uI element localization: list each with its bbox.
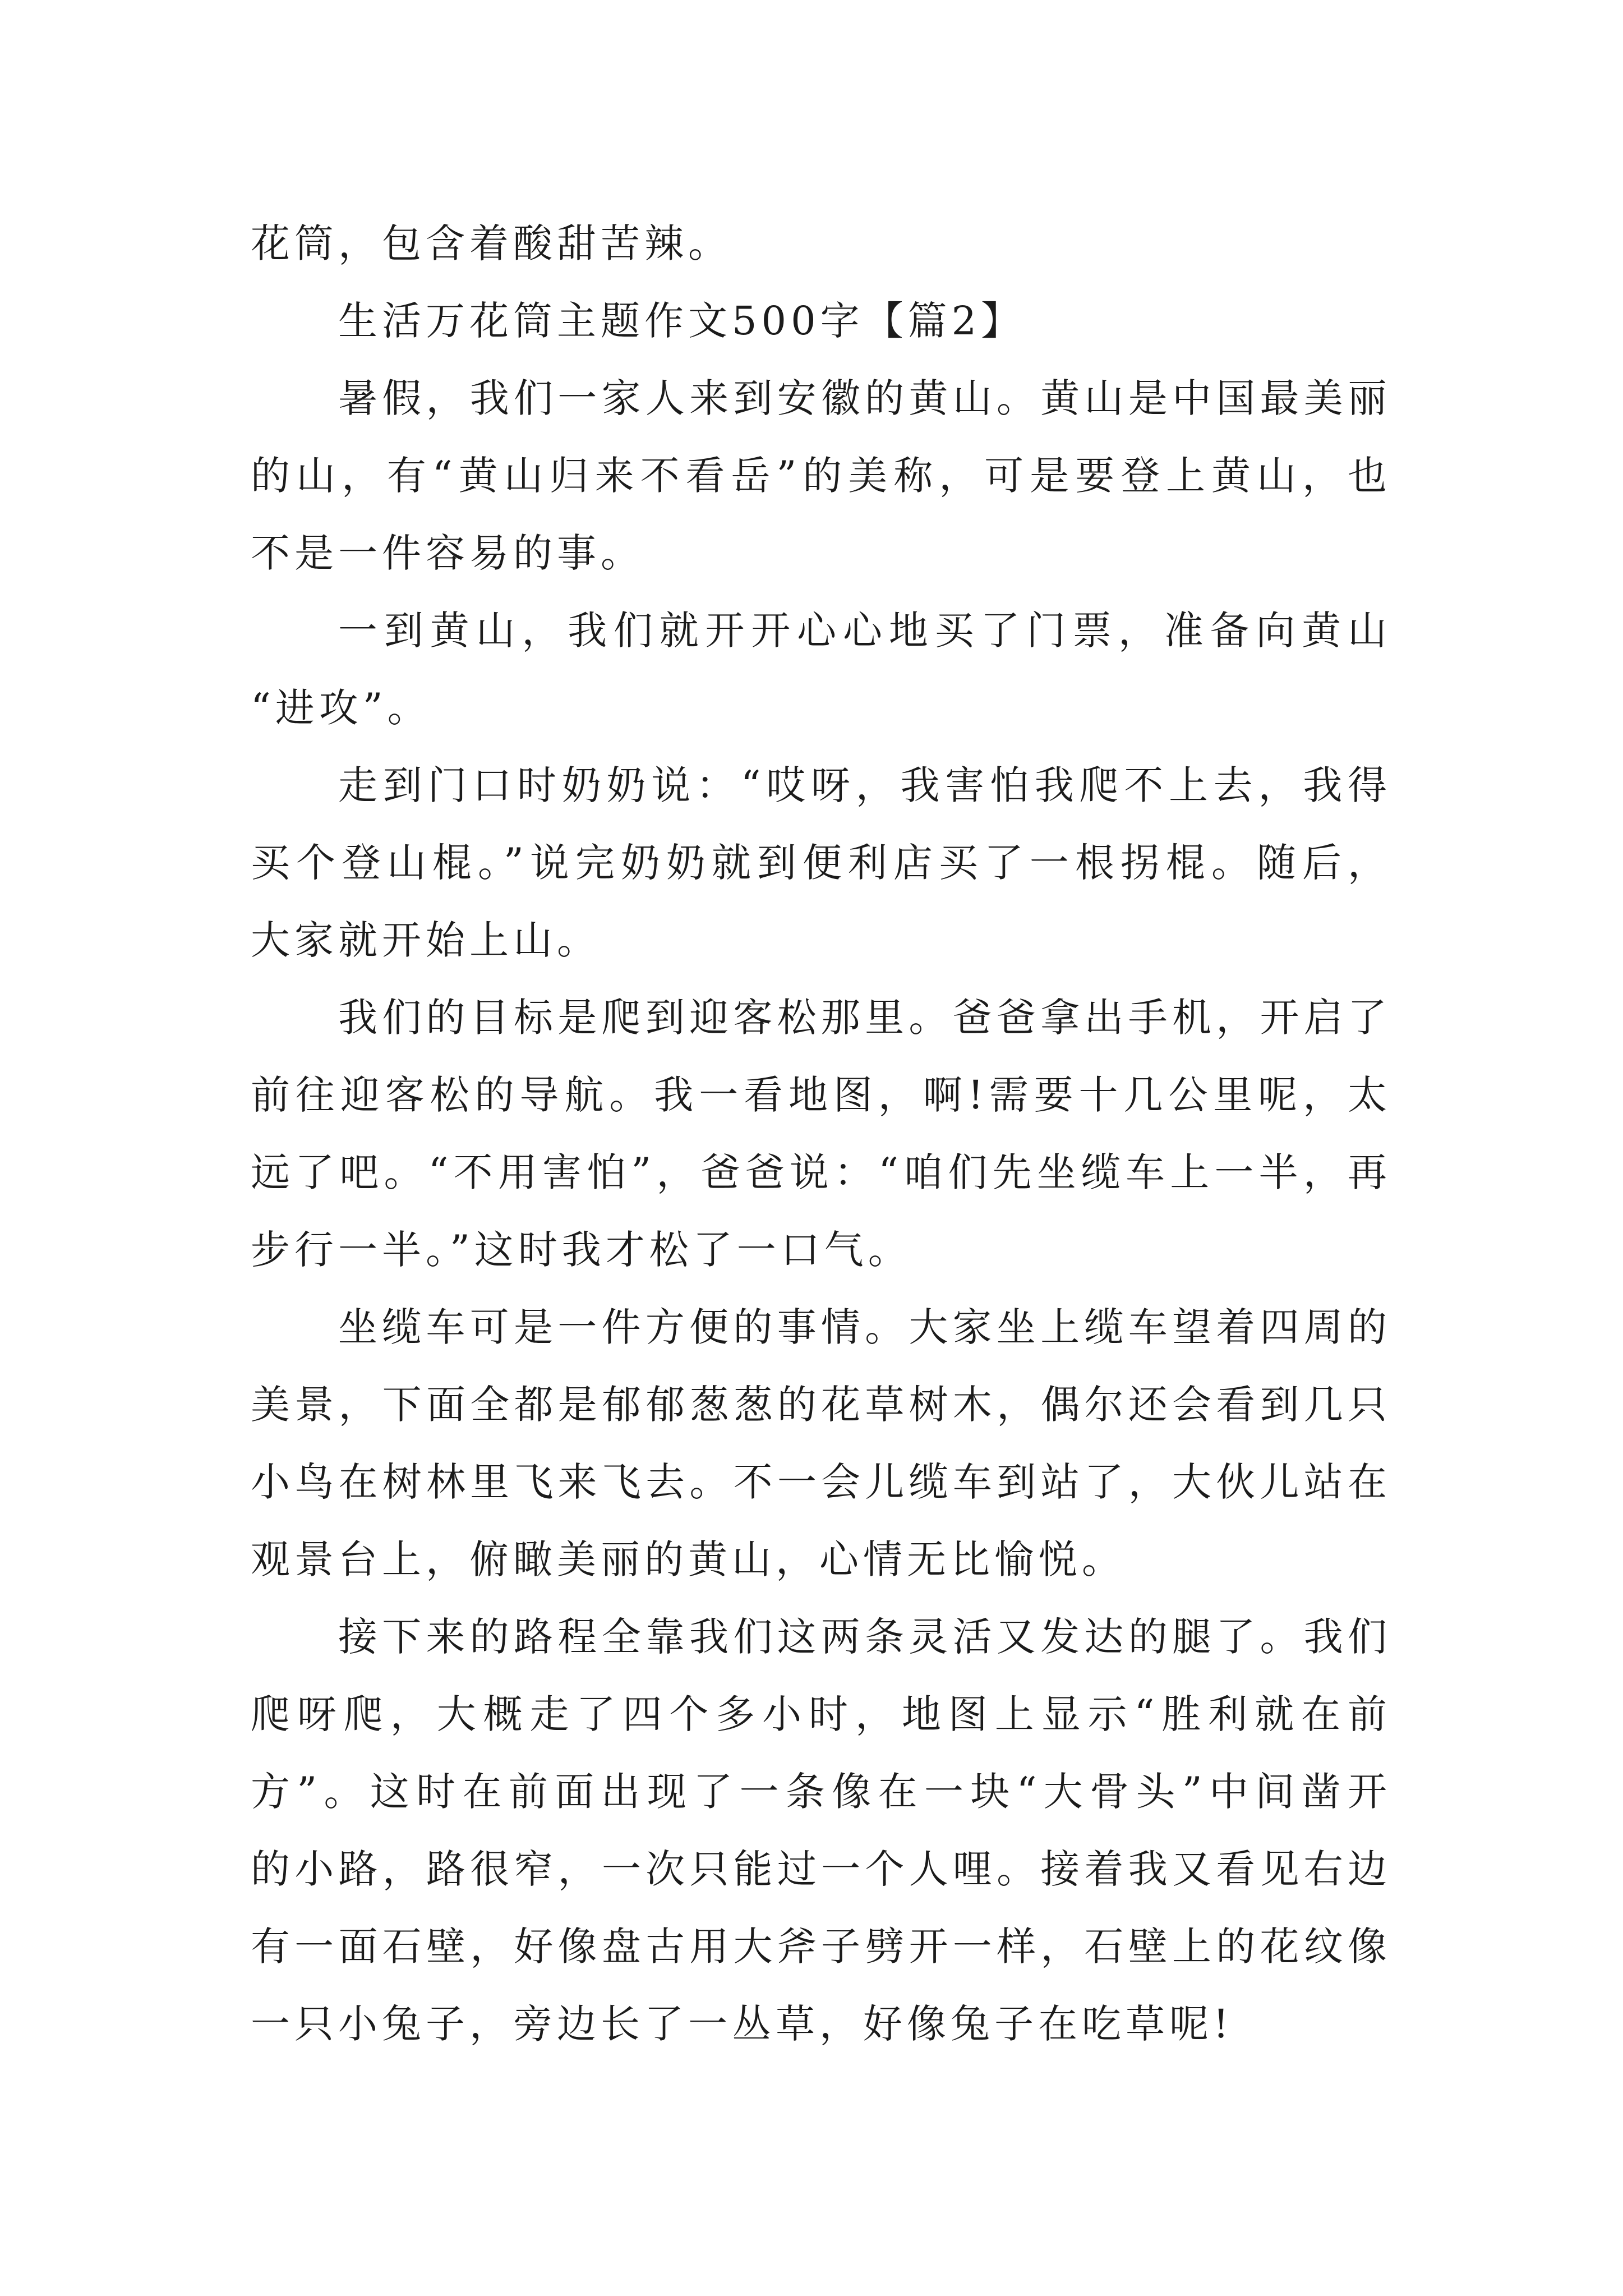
heading-line: 生活万花筒主题作文500字【篇2】	[338, 298, 1025, 344]
document-body	[251, 205, 1387, 2063]
text-line: 大家就开始上山。	[251, 917, 601, 963]
text-line: 买个登山棍。”说完奶奶就到便利店买了一根拐棍。随后，	[251, 840, 1387, 886]
article-heading	[251, 282, 1387, 360]
text-line: 小鸟在树林里飞来飞去。不一会儿缆车到站了，大伙儿站在	[251, 1459, 1387, 1505]
text-line: 接下来的路程全靠我们这两条灵活又发达的腿了。我们	[338, 1614, 1387, 1660]
text-line: “进攻”。	[251, 685, 431, 731]
text-line: 暑假，我们一家人来到安徽的黄山。黄山是中国最美丽	[338, 375, 1387, 421]
paragraph	[251, 1598, 1387, 2063]
paragraph	[251, 979, 1387, 1289]
paragraph	[251, 1289, 1387, 1598]
paragraph	[251, 205, 1387, 282]
text-line: 不是一件容易的事。	[251, 530, 644, 576]
text-line: 坐缆车可是一件方便的事情。大家坐上缆车望着四周的	[338, 1304, 1387, 1350]
text-line: 一到黄山，我们就开开心心地买了门票，准备向黄山	[338, 608, 1387, 654]
text-line: 一只小兔子，旁边长了一丛草，好像兔子在吃草呢!	[251, 2001, 1234, 2047]
paragraph	[251, 592, 1387, 747]
text-line: 前往迎客松的导航。我一看地图，啊!需要十几公里呢，太	[251, 1072, 1387, 1118]
text-line: 美景，下面全都是郁郁葱葱的花草树木，偶尔还会看到几只	[251, 1382, 1387, 1428]
text-line: 观景台上，俯瞰美丽的黄山，心情无比愉悦。	[251, 1536, 1126, 1582]
paragraph	[251, 360, 1387, 592]
paragraph	[251, 747, 1387, 979]
text-line: 有一面石壁，好像盘古用大斧子劈开一样，石壁上的花纹像	[251, 1924, 1387, 1970]
text-line: 远了吧。“不用害怕”，爸爸说：“咱们先坐缆车上一半，再	[251, 1149, 1387, 1195]
text-line: 的山，有“黄山归来不看岳”的美称，可是要登上黄山，也	[251, 453, 1387, 499]
text-line: 方”。这时在前面出现了一条像在一块“大骨头”中间凿开	[251, 1769, 1387, 1815]
text-line: 我们的目标是爬到迎客松那里。爸爸拿出手机，开启了	[338, 995, 1387, 1041]
text-line: 步行一半。”这时我才松了一口气。	[251, 1227, 912, 1273]
text-line: 的小路，路很窄，一次只能过一个人哩。接着我又看见右边	[251, 1846, 1387, 1892]
text-line: 走到门口时奶奶说：“哎呀，我害怕我爬不上去，我得	[338, 762, 1387, 808]
text-line: 爬呀爬，大概走了四个多小时，地图上显示“胜利就在前	[251, 1691, 1387, 1737]
text-line: 花筒，包含着酸甜苦辣。	[251, 220, 732, 266]
